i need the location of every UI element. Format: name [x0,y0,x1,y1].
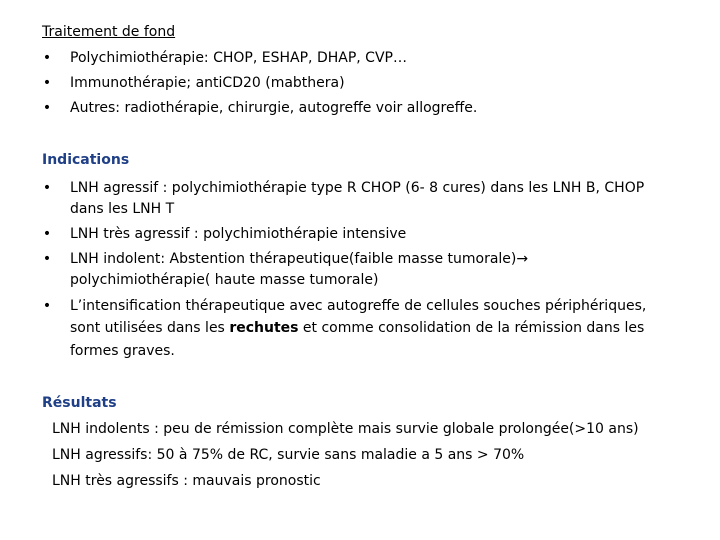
list-item-continuation: dans les LNH T [70,201,175,217]
list-item: LNH agressif : polychimiothérapie type R CHOP (6- 8 cures) dans les LNH B, CHOP [70,180,645,196]
list-item: Autres: radiothérapie, chirurgie, autogreffe voir allogreffe. [70,100,478,116]
bullet-icon: • [42,180,52,196]
text-segment: sont utilisées dans les [70,320,230,336]
bullet-icon: • [42,100,52,116]
result-line: LNH indolents : peu de rémission complète mais survie globale prolongée(>10 ans) [52,421,639,437]
text-segment: et comme consolidation de la rémission dans les [298,320,645,336]
bullet-icon: • [42,251,52,267]
section-title-traitement: Traitement de fond [42,24,176,40]
bullet-icon: • [42,50,52,66]
section-title-resultats: Résultats [42,395,117,411]
bullet-icon: • [42,226,52,242]
list-item: L’intensification thérapeutique avec autogreffe de cellules souches périphériques, [70,298,647,314]
bullet-icon: • [42,298,52,314]
result-line: LNH agressifs: 50 à 75% de RC, survie sans maladie a 5 ans > 70% [52,447,525,463]
emphasis-rechutes: rechutes [229,320,299,336]
list-item: Immunothérapie; antiCD20 (mabthera) [70,75,345,91]
section-title-indications: Indications [42,152,130,168]
list-item: LNH très agressif : polychimiothérapie intensive [70,226,407,242]
result-line: LNH très agressifs : mauvais pronostic [52,473,321,489]
list-item-continuation [70,319,644,337]
bullet-icon: • [42,75,52,91]
list-item: Polychimiothérapie: CHOP, ESHAP, DHAP, CVP… [70,50,407,66]
list-item-continuation: formes graves. [70,343,175,359]
list-item: LNH indolent: Abstention thérapeutique(faible masse tumorale)→ [70,251,529,267]
list-item-continuation: polychimiothérapie( haute masse tumorale) [70,272,379,288]
